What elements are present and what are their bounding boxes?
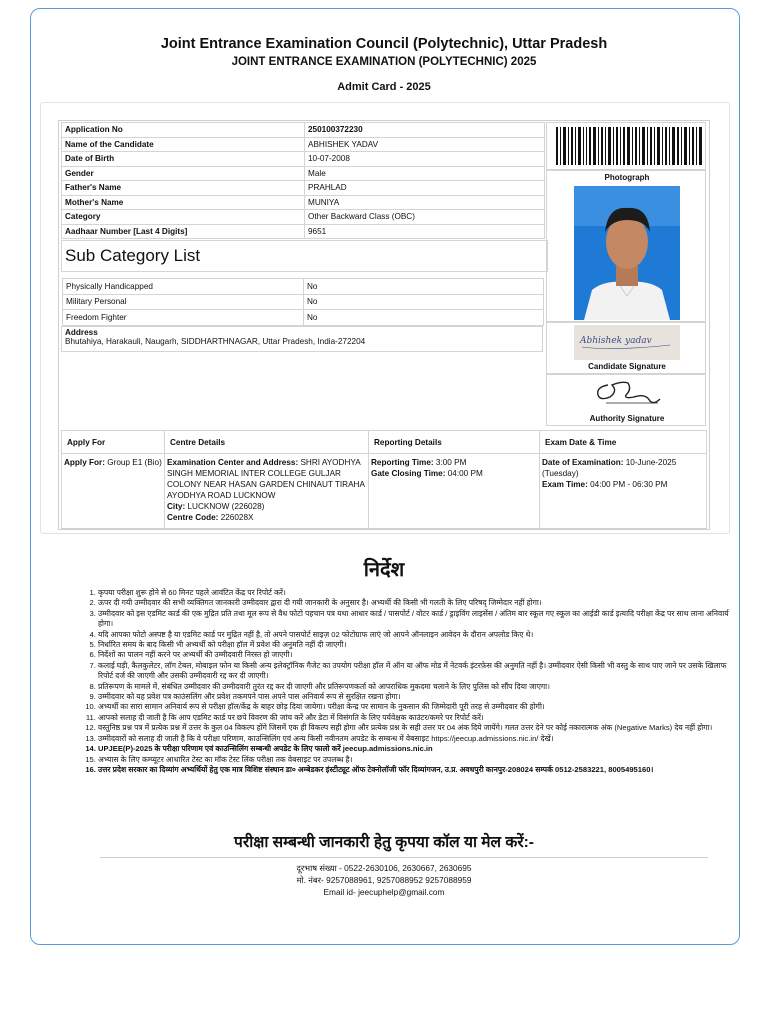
authority-signature-label: Authority Signature xyxy=(589,414,665,423)
document-title: Admit Card - 2025 xyxy=(337,81,431,93)
field-label: Gender xyxy=(62,166,305,181)
centre-code-label: Centre Code: xyxy=(167,513,219,522)
centre-address: SHRI AYODHYA SINGH MEMORIAL INTER COLLEGE GULJAR COLONY NEAR HASAN GARDEN CHINAUT TIRAHA AYODHYA ROAD LUCKNOW xyxy=(167,458,365,500)
reporting-time-label: Reporting Time: xyxy=(371,458,434,467)
field-value: PRAHLAD xyxy=(305,181,545,196)
instructions-list xyxy=(70,588,740,775)
authority-signature-image xyxy=(588,375,666,409)
field-label: Physically Handicapped xyxy=(63,279,304,295)
field-value: No xyxy=(304,310,544,326)
table-row xyxy=(63,294,544,310)
exam-time-label: Exam Time: xyxy=(542,480,588,489)
reporting-details-cell xyxy=(369,454,540,529)
field-label: Father's Name xyxy=(62,181,305,196)
address-label: Address xyxy=(65,328,98,337)
field-label: Military Personal xyxy=(63,294,304,310)
column-header: Reporting Details xyxy=(369,431,540,454)
candidate-signature-label: Candidate Signature xyxy=(588,362,666,371)
barcode-cell xyxy=(546,122,706,170)
field-value: 9651 xyxy=(305,224,545,239)
gate-closing-value: 04:00 PM xyxy=(447,469,483,478)
mobile-numbers: मो. नंबर- 9257088961, 9257088952 9257088959 xyxy=(296,875,472,885)
city-label: City: xyxy=(167,502,186,511)
field-label: Name of the Candidate xyxy=(62,137,305,152)
list-item: 5. निर्धारित समय के बाद किसी भी अभ्यर्थी को परीक्षा हॉल में प्रवेश की अनुमति नहीं दी जाएगी। xyxy=(98,640,740,650)
table-row xyxy=(62,137,545,152)
field-label: Category xyxy=(62,210,305,225)
apply-for-label: Apply For: xyxy=(64,458,105,467)
list-item: 14. UPJEE(P)-2025 के परीक्षा परिणाम एवं काउन्सिलिंग सम्बन्धी अपडेट के लिए फालो करें jeecup.admissions.nic.in xyxy=(98,744,740,754)
sub-category-heading: Sub Category List xyxy=(61,240,548,272)
field-label: Freedom Fighter xyxy=(63,310,304,326)
table-row xyxy=(62,181,545,196)
field-label: Application No xyxy=(62,123,305,138)
exam-name: JOINT ENTRANCE EXAMINATION (POLYTECHNIC) 2025 xyxy=(231,56,537,68)
column-header: Exam Date & Time xyxy=(540,431,707,454)
barcode-icon xyxy=(556,127,702,165)
photograph-label: Photograph xyxy=(604,173,650,182)
column-header: Centre Details xyxy=(165,431,369,454)
candidate-info-table xyxy=(61,122,545,239)
candidate-photo xyxy=(574,186,680,320)
list-item: 4. यदि आपका फोटो अस्पष्ट है या एडमिट कार्ड पर मुद्रित नहीं है, तो अपने पासपोर्ट साइज़ 02 फोटोग्राफ लाएं जो आपने ऑनलाइन आवेदन के दौरान अपलोड किए थे। xyxy=(98,630,740,640)
column-header: Apply For xyxy=(62,431,165,454)
table-header-row xyxy=(62,431,707,454)
candidate-signature-image xyxy=(574,325,680,360)
list-item: 6. निर्देशों का पालन नहीं करने पर अभ्यर्थी की उम्मीदवारी निरस्त हो जाएगी। xyxy=(98,650,740,660)
field-value: MUNIYA xyxy=(305,195,545,210)
table-row xyxy=(62,152,545,167)
list-item: 12. वस्तुनिष्ठ प्रश्न पत्र में प्रत्येक प्रश्न में उत्तर के कुल 04 विकल्प होंगे जिसमें एक ही विकल्प सही होगा और प्रत्येक प्रश्न के सही उत्तर पर 04 अंक दिये जायेंगे। गलत उत्तर देने पर कोई नकारात्मक अंक (Negative Marks) देय नहीं होगा। xyxy=(98,723,740,733)
list-item: 2. ऊपर दी गयी उम्मीदवार की सभी व्यक्तिगत जानकारी उम्मीदवार द्वारा दी गयी जानकारी के अनुसार है। अभ्यर्थी की किसी भी गलती के लिए परिषद् जिम्मेदार नहीं होगा। xyxy=(98,598,740,608)
exam-date-value: 10-June-2025 (Tuesday) xyxy=(542,458,677,478)
list-item: 7. कलाई घड़ी, कैलकुलेटर, लॉग टेबल, मोबाइल फोन या किसी अन्य इलेक्ट्रॉनिक गैजेट का उपयोग परीक्षा हॉल में ऑन या ऑफ मोड में नेटवर्क इंटरफ़ेस की अनुमति नहीं है। उम्मीदवार ऐसी किसी भी वस्तु के साथ पाए जाने पर उसके खिलाफ रिपोर्ट दर्ज की जाएगी और उसकी उम्मीदवारी रद्द कर दी जाएगी। xyxy=(98,661,740,682)
apply-for-value: Group E1 (Bio) xyxy=(107,458,162,467)
table-row xyxy=(62,123,545,138)
contact-heading: परीक्षा सम्बन्धी जानकारी हेतु कृपया कॉल या मेल करें:- xyxy=(234,834,534,851)
field-value: 10-07-2008 xyxy=(305,152,545,167)
city-value: LUCKNOW (226028) xyxy=(187,502,265,511)
field-value: Male xyxy=(305,166,545,181)
field-value: ABHISHEK YADAV xyxy=(305,137,545,152)
list-item: 9. उम्मीदवार को यह प्रवेश पत्र काउंसलिंग और प्रवेश तकमपने पास अपने पास अनिवार्य रूप से सुरक्षित रखना होगा। xyxy=(98,692,740,702)
list-item: 11. आपको सलाह दी जाती है कि आप एडमिट कार्ड पर छपे विवरण की जांच करें और डेटा में विसंगति के लिए पर्यवेक्षक काउंटर/कमरे पर रिपोर्ट करें। xyxy=(98,713,740,723)
signature-text: Abhishek yadav xyxy=(580,336,652,346)
field-value: 250100372230 xyxy=(305,123,545,138)
table-row xyxy=(62,224,545,239)
contact-email: Email id- jeecuphelp@gmail.com xyxy=(323,887,445,897)
field-value: Other Backward Class (OBC) xyxy=(305,210,545,225)
table-row xyxy=(62,454,707,529)
field-value: No xyxy=(304,294,544,310)
apply-for-cell xyxy=(62,454,165,529)
list-item: 15. अभ्यास के लिए कम्प्यूटर आधारित टेस्ट का मॉक टेस्ट लिंक परीक्षा तक वेबसाइट पर उपलब्ध है। xyxy=(98,755,740,765)
field-value: No xyxy=(304,279,544,295)
table-row xyxy=(62,210,545,225)
centre-code-value: 226028X xyxy=(220,513,254,522)
divider xyxy=(100,857,708,858)
exam-date-label: Date of Examination: xyxy=(542,458,624,467)
list-item: 10. अभ्यर्थी का सारा सामान अनिवार्य रूप से परीक्षा हॉल/केंद्र के बाहर छोड़ दिया जायेगा। परीक्षा केन्द्र पर सामान के नुकसान की जिम्मेदारी पूरी तरह से उम्मीदवार की होगी। xyxy=(98,702,740,712)
phone-numbers: दूरभाष संख्या - 0522-2630106, 2630667, 2630695 xyxy=(296,863,472,873)
sub-category-table xyxy=(62,278,544,326)
field-label: Mother's Name xyxy=(62,195,305,210)
table-row xyxy=(63,310,544,326)
field-label: Aadhaar Number [Last 4 Digits] xyxy=(62,224,305,239)
centre-details-cell xyxy=(165,454,369,529)
list-item: 3. उम्मीदवार को इस एडमिट कार्ड की एक मुद्रित प्रति तथा मूल रूप से वैध फोटो पहचान पत्र यथा आधार कार्ड / पासपोर्ट / वोटर कार्ड / ड्राइविंग लाइसेंस / अंतिम बार स्कूल गए स्कूल का आईडी कार्ड इत्यादि परीक्षा केंद्र पर साथ लाना अनिवार्य होगा। xyxy=(98,609,740,630)
table-row xyxy=(62,166,545,181)
table-row xyxy=(62,195,545,210)
photo-signature-column xyxy=(546,122,707,427)
instructions-heading: निर्देश xyxy=(363,559,405,581)
exam-details-table xyxy=(61,430,707,529)
list-item: 16. उत्तर प्रदेश सरकार का दिव्यांग अभ्यर्थियों हेतु एक मात्र विशिष्ट संस्थान डा० अम्बेडकर इंस्टीट्यूट ऑफ टेक्नोलॉजी फॉर दिव्यांगजन, उ.प्र. अवधपुरी कानपुर-208024 सम्पर्क 0512-2583221, 8005495160। xyxy=(98,765,740,775)
exam-time-value: 04:00 PM - 06:30 PM xyxy=(590,480,668,489)
list-item: 1. कृपया परीक्षा शुरू होने से 60 मिनट पहले आवंटित केंद्र पर रिपोर्ट करें। xyxy=(98,588,740,598)
list-item: 13. उम्मीदवारों को सलाह दी जाती है कि वे परीक्षा परिणाम, काउन्सिलिंग एवं अन्य किसी नवीनतम अपडेट के सम्बन्ध में वेबसाइट https://jeecup.admissions.nic.in/ देखें। xyxy=(98,734,740,744)
centre-label: Examination Center and Address: xyxy=(167,458,299,467)
reporting-time-value: 3:00 PM xyxy=(435,458,467,467)
field-label: Date of Birth xyxy=(62,152,305,167)
address-value: Bhutahiya, Harakauli, Naugarh, SIDDHARTHNAGAR, Uttar Pradesh, India-272204 xyxy=(65,337,366,346)
table-row xyxy=(63,279,544,295)
address-block xyxy=(61,326,543,352)
gate-closing-label: Gate Closing Time: xyxy=(371,469,446,478)
exam-date-cell xyxy=(540,454,707,529)
list-item: 8. प्रतिरूपण के मामले में, संबंधित उम्मीदवार की उम्मीदवारी तुरंत रद्द कर दी जाएगी और प्रतिरूपणकर्ता को आपराधिक मुकदमा चलाने के लिए पुलिस को सौंप दिया जाएगा। xyxy=(98,682,740,692)
council-name: Joint Entrance Examination Council (Polytechnic), Uttar Pradesh xyxy=(160,36,608,52)
